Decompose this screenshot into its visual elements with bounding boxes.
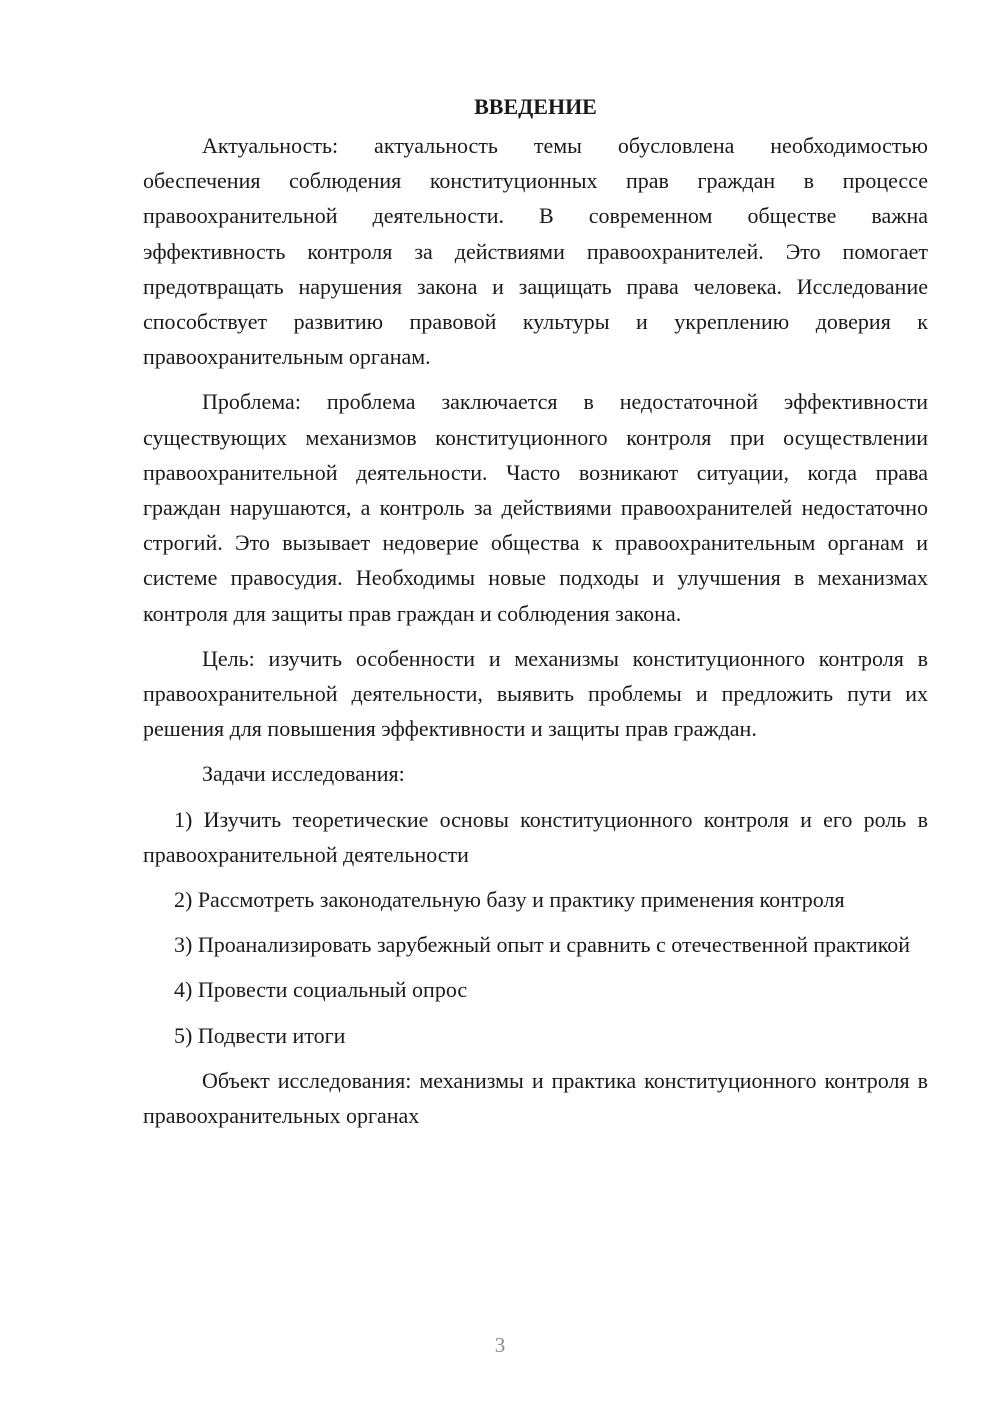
page-number: 3 [494, 1333, 506, 1357]
task-item-4: 4) Провести социальный опрос [174, 977, 468, 1003]
relevance-paragraph: Актуальность: актуальность темы обусловлена необходимостью обеспечения соблюдения конституционных прав граждан в процессе правоохранительной деятельности. В современном обществе важна эффективность контроля за действиями правоохранителей. Это помогает предотвращать нарушения закона и защищать права человека. Исследование способствует развитию правовой культуры и укреплению доверия к правоохранительным органам. [143, 133, 928, 370]
task-item-1: 1) Изучить теоретические основы конституционного контроля и его роль в правоохранительной деятельности [143, 806, 928, 867]
goal-paragraph: Цель: изучить особенности и механизмы конституционного контроля в правоохранительной деятельности, выявить проблемы и предложить пути их решения для повышения эффективности и защиты прав граждан. [143, 645, 928, 742]
task-item-3: 3) Проанализировать зарубежный опыт и сравнить с отечественной практикой [174, 932, 911, 958]
section-heading: ВВЕДЕНИЕ [474, 94, 597, 119]
problem-paragraph: Проблема: проблема заключается в недостаточной эффективности существующих механизмов конституционного контроля при осуществлении правоохранительной деятельности. Часто возникают ситуации, когда права граждан нарушаются, а контроль за действиями правоохранителей недостаточно строгий. Это вызывает недоверие общества к правоохранительным органам и системе правосудия. Необходимы новые подходы и улучшения в механизмах контроля для защиты прав граждан и соблюдения закона. [143, 389, 928, 626]
document-page [143, 92, 928, 1143]
tasks-title: Задачи исследования: [202, 761, 405, 787]
object-paragraph: Объект исследования: механизмы и практика конституционного контроля в правоохранительных органах [143, 1067, 928, 1129]
task-item-5: 5) Подвести итоги [174, 1022, 346, 1048]
task-item-2: 2) Рассмотреть законодательную базу и практику применения контроля [174, 887, 845, 913]
